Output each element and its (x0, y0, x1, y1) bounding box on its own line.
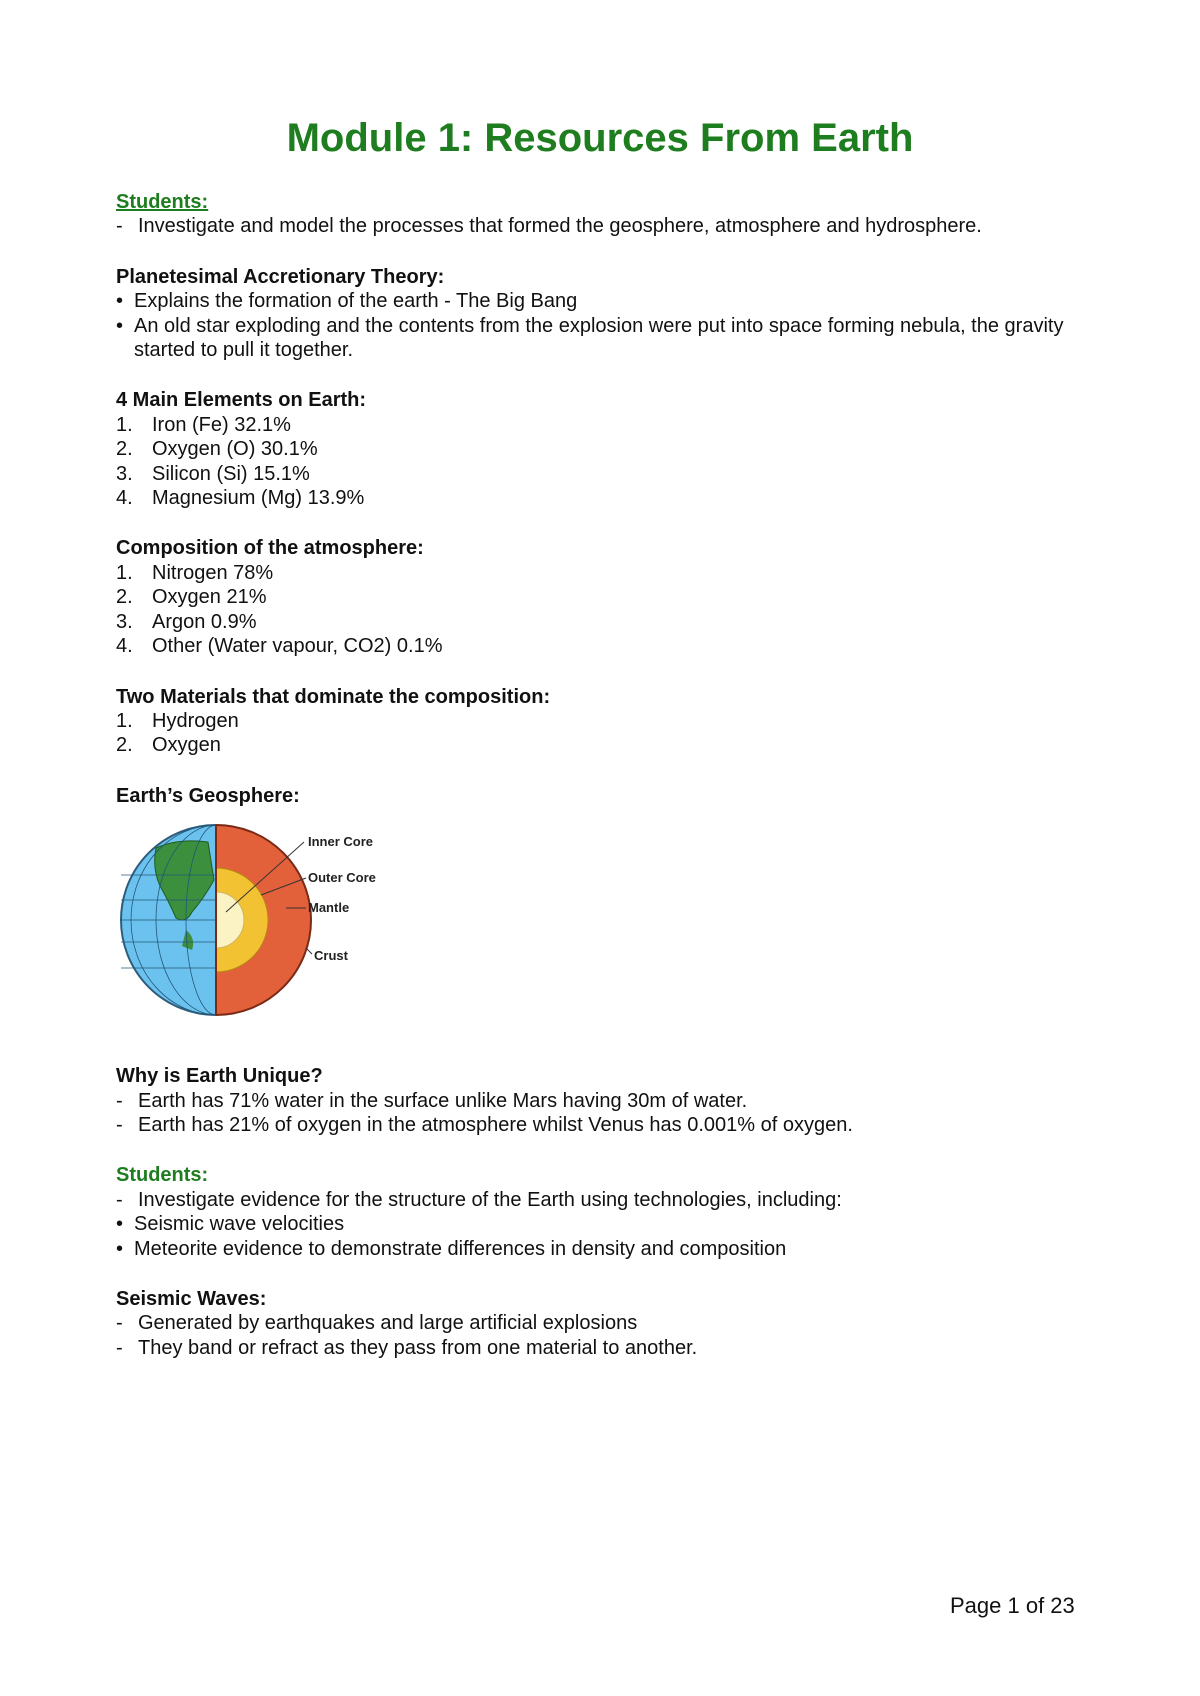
list-item: - Investigate and model the processes that formed the geosphere, atmosphere and hydrosphere. (116, 215, 982, 238)
list-item: 1. Hydrogen (116, 709, 239, 732)
label-mantle: Mantle (308, 900, 350, 916)
list-item: - Earth has 71% water in the surface unlike Mars having 30m of water. (116, 1089, 748, 1112)
list-item: 1. Nitrogen 78% (116, 561, 274, 584)
section-heading: 4 Main Elements on Earth: (116, 389, 367, 412)
list-item: - Investigate evidence for the structure of the Earth using technologies, including: (116, 1188, 842, 1211)
list-item: 2. Oxygen 21% (116, 586, 267, 609)
list-item: - Generated by earthquakes and large artificial explosions (116, 1312, 638, 1335)
students-heading: Students: (116, 191, 209, 213)
content (116, 190, 1116, 1386)
seismic-section (116, 1287, 1116, 1360)
section-heading: Two Materials that dominate the composition: (116, 685, 551, 708)
list-item: • An old star exploding and the contents from the explosion were put into space forming nebula, the gravity started to pull it together. (116, 314, 1064, 362)
atmosphere-section (116, 536, 1116, 658)
list-item: • Explains the formation of the earth - The Big Bang (116, 290, 578, 313)
students-heading: Students: (116, 1164, 209, 1187)
unique-section (116, 1064, 1116, 1137)
section-heading: Planetesimal Accretionary Theory: (116, 265, 445, 288)
list-item: 1. Iron (Fe) 32.1% (116, 413, 291, 436)
list-item: - Earth has 21% of oxygen in the atmosphere whilst Venus has 0.001% of oxygen. (116, 1113, 853, 1136)
list-item: 2. Oxygen (116, 734, 221, 757)
materials-section (116, 685, 1116, 758)
list-item: 3. Silicon (Si) 15.1% (116, 462, 310, 485)
students-section-1 (116, 190, 1116, 239)
list-item: - They band or refract as they pass from one material to another. (116, 1336, 698, 1359)
list-item: 4. Magnesium (Mg) 13.9% (116, 487, 365, 510)
earth-layers-diagram (116, 820, 416, 1020)
label-crust: Crust (314, 948, 348, 964)
list-item: • Seismic wave velocities (116, 1213, 345, 1236)
label-inner-core: Inner Core (308, 834, 374, 850)
students-section-2 (116, 1163, 1116, 1261)
list-item: 4. Other (Water vapour, CO2) 0.1% (116, 635, 443, 658)
list-item: 2. Oxygen (O) 30.1% (116, 438, 318, 461)
elements-section (116, 388, 1116, 510)
page-number: Page 1 of 23 (950, 1593, 1075, 1618)
planetesimal-section (116, 265, 1116, 363)
list-item: • Meteorite evidence to demonstrate differences in density and composition (116, 1237, 787, 1260)
page-title: Module 1: Resources From Earth (286, 116, 914, 160)
section-heading: Earth’s Geosphere: (116, 784, 300, 807)
label-outer-core: Outer Core (308, 870, 376, 886)
section-heading: Why is Earth Unique? (116, 1065, 323, 1088)
section-heading: Seismic Waves: (116, 1287, 267, 1310)
list-item: 3. Argon 0.9% (116, 610, 257, 633)
section-heading: Composition of the atmosphere: (116, 537, 424, 560)
geosphere-section (116, 784, 1116, 1020)
